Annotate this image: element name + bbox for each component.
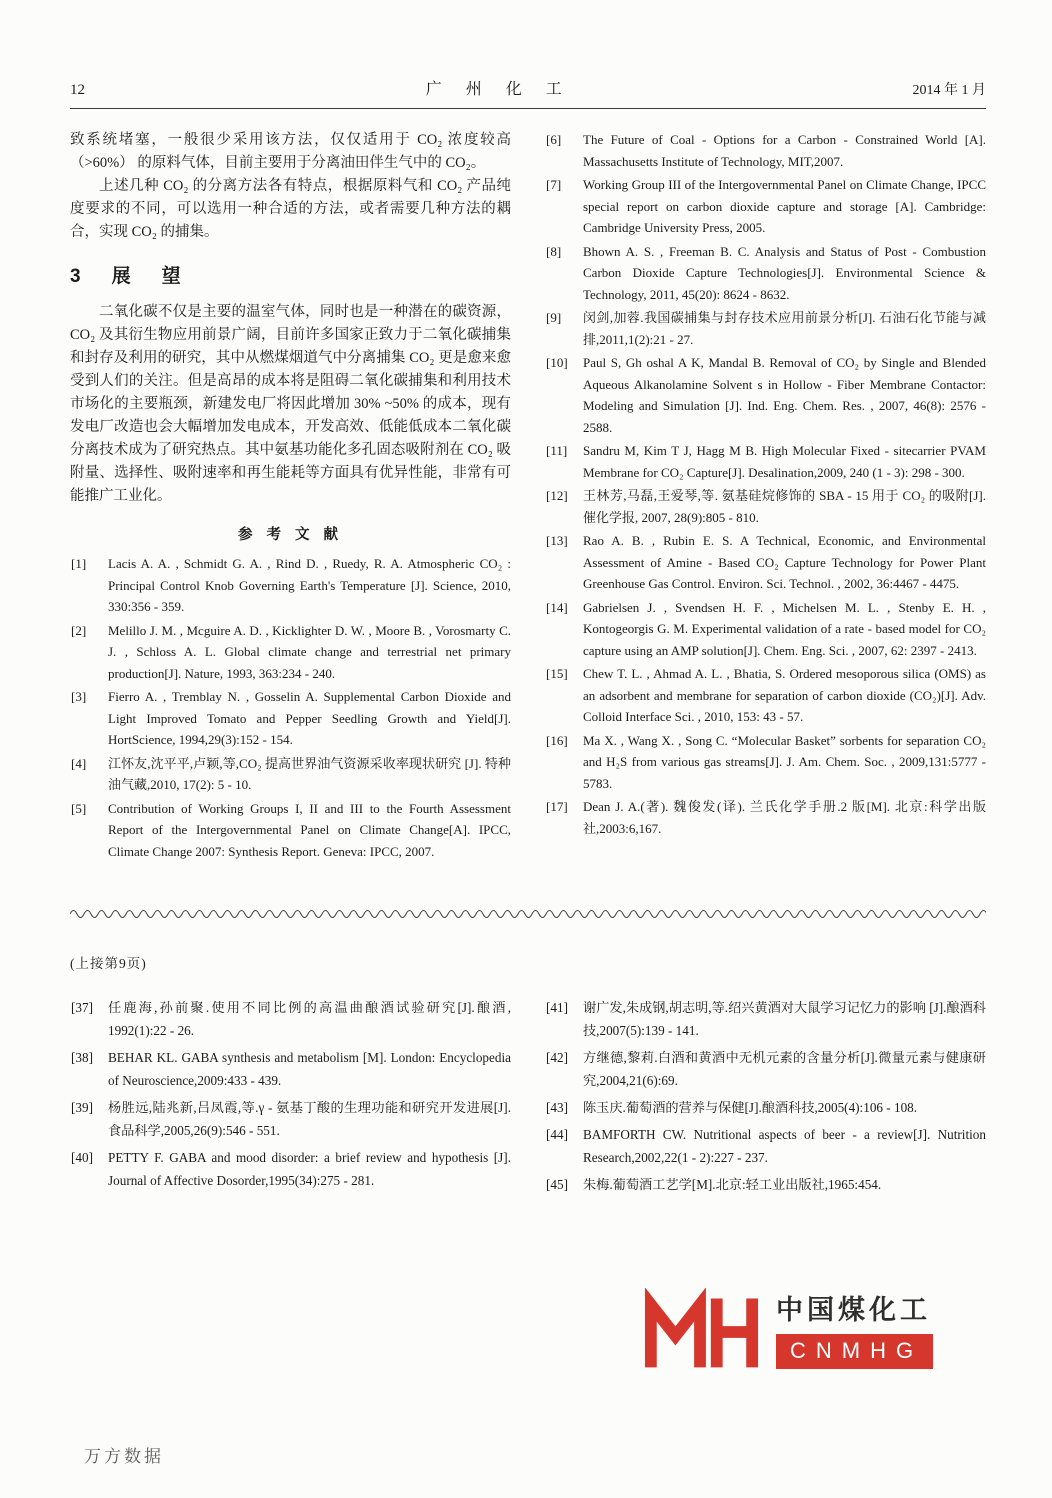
reference-text: 王林芳,马磊,王爱琴,等. 氨基硅烷修饰的 SBA - 15 用于 CO₂ 的吸附[J]. 催化学报, 2007, 28(9):805 - 810. [583,488,986,525]
references-list-right [545,129,986,839]
paragraph-continuation: 致系统堵塞，一般很少采用该方法，仅仅适用于 CO₂ 浓度较高（>60%） 的原料气体，目前主要用于分离油田伴生气中的 CO₂。 [70,132,511,171]
reference-item [70,753,511,796]
reference-label: [16] [546,732,568,748]
reference-item [545,352,986,438]
reference-text: 方继德,黎莉.白酒和黄酒中无机元素的含量分析[J].微量元素与健康研究,2004,21(6):69. [583,1050,986,1088]
reference-item [545,307,986,350]
continuation-content [70,996,986,1200]
reference-item [545,597,986,662]
reference-text: PETTY F. GABA and mood disorder: a brief review and hypothesis [J]. Journal of Affective Dosorder,1995(34):275 - 281. [108,1150,511,1188]
reference-item [545,1123,986,1169]
reference-item [70,686,511,751]
reference-text: Ma X. , Wang X. , Song C. “Molecular Basket” sorbents for separation CO₂ and H₂S from various gas streams[J]. J. Am. Chem. Soc. , 2009,131:5777 - 5783. [583,732,986,791]
reference-label: [13] [546,533,568,548]
header-divider [70,108,986,109]
reference-item [545,1173,986,1196]
wavy-divider [70,908,986,920]
reference-text: Paul S, Gh oshal A K, Mandal B. Removal of CO₂ by Single and Blended Aqueous Alkanolamine Solvent s in Hollow - Fiber Membrane Contactor: Modeling and Simulation [J]. Ind. Eng. Chem. Res. , 2007, 46(8): 2576 - 2588. [583,355,986,435]
reference-label: [9] [546,310,562,325]
reference-item [70,996,511,1042]
reference-label: [43] [546,1100,568,1115]
watermark: 万方数据 [84,1447,164,1466]
main-content [70,129,986,864]
reference-item [545,796,986,839]
logo-abbreviation: CNMHG [776,1334,933,1369]
reference-label: [12] [546,488,568,503]
right-column [545,129,986,864]
continued-from-note: (上接第9页) [70,956,147,971]
reference-label: [17] [546,799,568,814]
reference-label: [15] [546,666,568,681]
reference-text: Bhown A. S. , Freeman B. C. Analysis and Status of Post - Combustion Carbon Dioxide Capture Technologies[J]. Environmental Science & Technology, 2011, 45(20): 8624 - 8632. [583,243,986,302]
reference-text: 闵剑,加蓉.我国碳捕集与封存技术应用前景分析[J]. 石油石化节能与减排,2011,1(2):21 - 27. [583,310,986,347]
section-separator [70,908,986,920]
journal-title: 广 州 化 工 [425,81,572,98]
logo-text-block [776,1288,933,1369]
reference-label: [39] [71,1100,93,1115]
reference-label: [45] [546,1177,568,1192]
reference-label: [11] [546,443,568,458]
reference-label: [14] [546,599,568,615]
reference-text: Gabrielsen J. , Svendsen H. F. , Michelsen M. L. , Stenby E. H. , Kontogeorgis G. M. Experimental validation of a rate - based model for CO₂ capture using an AMP solution[J]. Chem. Eng. Sci. , 2007, 62: 2397 - 2413. [583,599,986,658]
reference-text: Melillo J. M. , Mcguire A. D. , Kicklighter D. W. , Moore B. , Vorosmarty C. J. , Schloss A. L. Global climate change and terrestrial net primary production[J]. Nature, 1993, 363:234 - 240. [108,622,511,681]
reference-item [545,440,986,483]
reference-text: 江怀友,沈平平,卢颖,等,CO₂ 提高世界油气资源采收率现状研究 [J]. 特种油气藏,2010, 17(2): 5 - 10. [108,755,511,792]
reference-item [70,798,511,863]
reference-item [70,553,511,618]
reference-text: BEHAR KL. GABA synthesis and metabolism [M]. London: Encyclopedia of Neuroscience,2009:433 - 439. [108,1050,511,1088]
references-heading: 参 考 文 献 [237,527,344,543]
reference-text: Fierro A. , Tremblay N. , Gosselin A. Supplemental Carbon Dioxide and Light Improved Tomato and Pepper Seedling Growth and Yield[J]. HortScience, 1994,29(3):152 - 154. [108,689,511,747]
reference-label: [2] [71,622,87,638]
page-number: 12 [70,82,85,98]
reference-item [545,485,986,528]
reference-text: Dean J. A.(著). 魏俊发(译). 兰氏化学手册.2 版[M]. 北京:科学出版社,2003:6,167. [583,799,986,836]
reference-text: 陈玉庆.葡萄酒的营养与保健[J].酿酒科技,2005(4):106 - 108. [583,1100,918,1115]
cnmhg-logo-icon [642,1288,760,1372]
issue-date: 2014 年 1 月 [912,83,986,98]
continuation-right-column [545,996,986,1200]
reference-text: Rao A. B. , Rubin E. S. A Technical, Economic, and Environmental Assessment of Amine - Based CO₂ Capture Technology for Power Plant Greenhouse Gas Control. Environ. Sci. Technol. , 2002, 36:4467 - 4475. [583,533,986,591]
reference-label: [38] [71,1050,93,1065]
reference-item [545,530,986,595]
reference-label: [41] [546,1000,568,1015]
reference-text: Lacis A. A. , Schmidt G. A. , Rind D. , Ruedy, R. A. Atmospheric CO₂ : Principal Control Knob Governing Earth's Temperature [J]. Science, 2010, 330:356 - 359. [108,556,511,614]
reference-item [545,663,986,728]
page-header [70,0,986,99]
reference-label: [1] [71,556,87,571]
reference-text: Working Group III of the Intergovernmental Panel on Climate Change, IPCC special report on carbon dioxide capture and storage [A]. Cambridge: Cambridge University Press, 2005. [583,177,986,235]
reference-text: Sandru M, Kim T J, Hagg M B. High Molecular Fixed - sitecarrier PVAM Membrane for CO₂ Capture[J]. Desalination,2009, 240 (1 - 3): 298 - 300. [583,443,986,480]
reference-item [545,996,986,1042]
reference-label: [4] [71,755,87,771]
reference-item [70,1096,511,1142]
reference-text: 朱梅.葡萄酒工艺学[M].北京:轻工业出版社,1965:454. [583,1177,882,1192]
reference-label: [7] [546,177,562,192]
reference-label: [44] [546,1127,568,1142]
reference-item [545,129,986,172]
reference-text: 任鹿海,孙前聚.使用不同比例的高温曲酿酒试验研究[J].酿酒, 1992(1):22 - 26. [108,1000,511,1038]
reference-item [70,620,511,685]
reference-item [545,730,986,795]
continuation-left-column [70,996,511,1200]
reference-text: The Future of Coal - Options for a Carbon - Constrained World [A]. Massachusetts Institute of Technology, MIT,2007. [583,132,986,169]
paragraph-summary: 上述几种 CO₂ 的分离方法各有特点，根据原料气和 CO₂ 产品纯度要求的不同，可以选用一种合适的方法，或者需要几种方法的耦合，实现 CO₂ 的捕集。 [70,178,511,240]
reference-label: [6] [546,132,562,147]
reference-label: [10] [546,355,568,370]
reference-item [70,1046,511,1092]
references-list-left [70,553,511,862]
reference-item [545,174,986,239]
paragraph-outlook: 二氧化碳不仅是主要的温室气体，同时也是一种潜在的碳资源，CO₂ 及其衍生物应用前景广阔，目前许多国家正致力于二氧化碳捕集和封存及利用的研究，其中从燃煤烟道气中分离捕集 CO₂ 更是愈来愈受到人们的关注。但是高昂的成本将是阻碍二氧化碳捕集和利用技术市场化的主要瓶颈，新建发电厂将因此增加 30% ~50% 的成本，现有发电厂改造也会大幅增加发电成本，开发高效、低能低成本二氧化碳分离技术成为了研究热点。其中氨基功能化多孔固态吸附剂在 CO₂ 吸附量、选择性、吸附速率和再生能耗等方面具有优异性能，非常有可能推广工业化。 [70,304,511,504]
reference-label: [3] [71,689,87,704]
reference-text: Contribution of Working Groups I, II and III to the Fourth Assessment Report of the Intergovernmental Panel on Climate Change[A]. IPCC, Climate Change 2007: Synthesis Report. Geneva: IPCC, 2007. [108,800,511,859]
logo-company-name: 中国煤化工 [776,1295,931,1325]
reference-item [545,241,986,306]
reference-text: Chew T. L. , Ahmad A. L. , Bhatia, S. Ordered mesoporous silica (OMS) as an adsorbent and membrane for separation of carbon dioxide (CO₂)[J]. Adv. Colloid Interface Sci. , 2010, 153: 43 - 57. [583,666,986,724]
left-column [70,129,511,864]
section-heading-outlook: 3 展 望 [70,266,187,287]
company-logo [642,1288,933,1372]
reference-item [70,1146,511,1192]
reference-item [545,1046,986,1092]
reference-label: [37] [71,1000,93,1015]
reference-label: [5] [71,800,87,816]
reference-label: [40] [71,1150,93,1165]
reference-label: [8] [546,243,562,259]
reference-text: BAMFORTH CW. Nutritional aspects of beer - a review[J]. Nutrition Research,2002,22(1 - 2):227 - 237. [583,1127,986,1165]
reference-item [545,1096,986,1119]
reference-label: [42] [546,1050,568,1065]
reference-text: 杨胜远,陆兆新,吕凤霞,等.γ - 氨基丁酸的生理功能和研究开发进展[J].食品科学,2005,26(9):546 - 551. [108,1100,511,1138]
reference-text: 谢广发,朱成钢,胡志明,等.绍兴黄酒对大鼠学习记忆力的影响 [J].酿酒科技,2007(5):139 - 141. [583,1000,986,1038]
